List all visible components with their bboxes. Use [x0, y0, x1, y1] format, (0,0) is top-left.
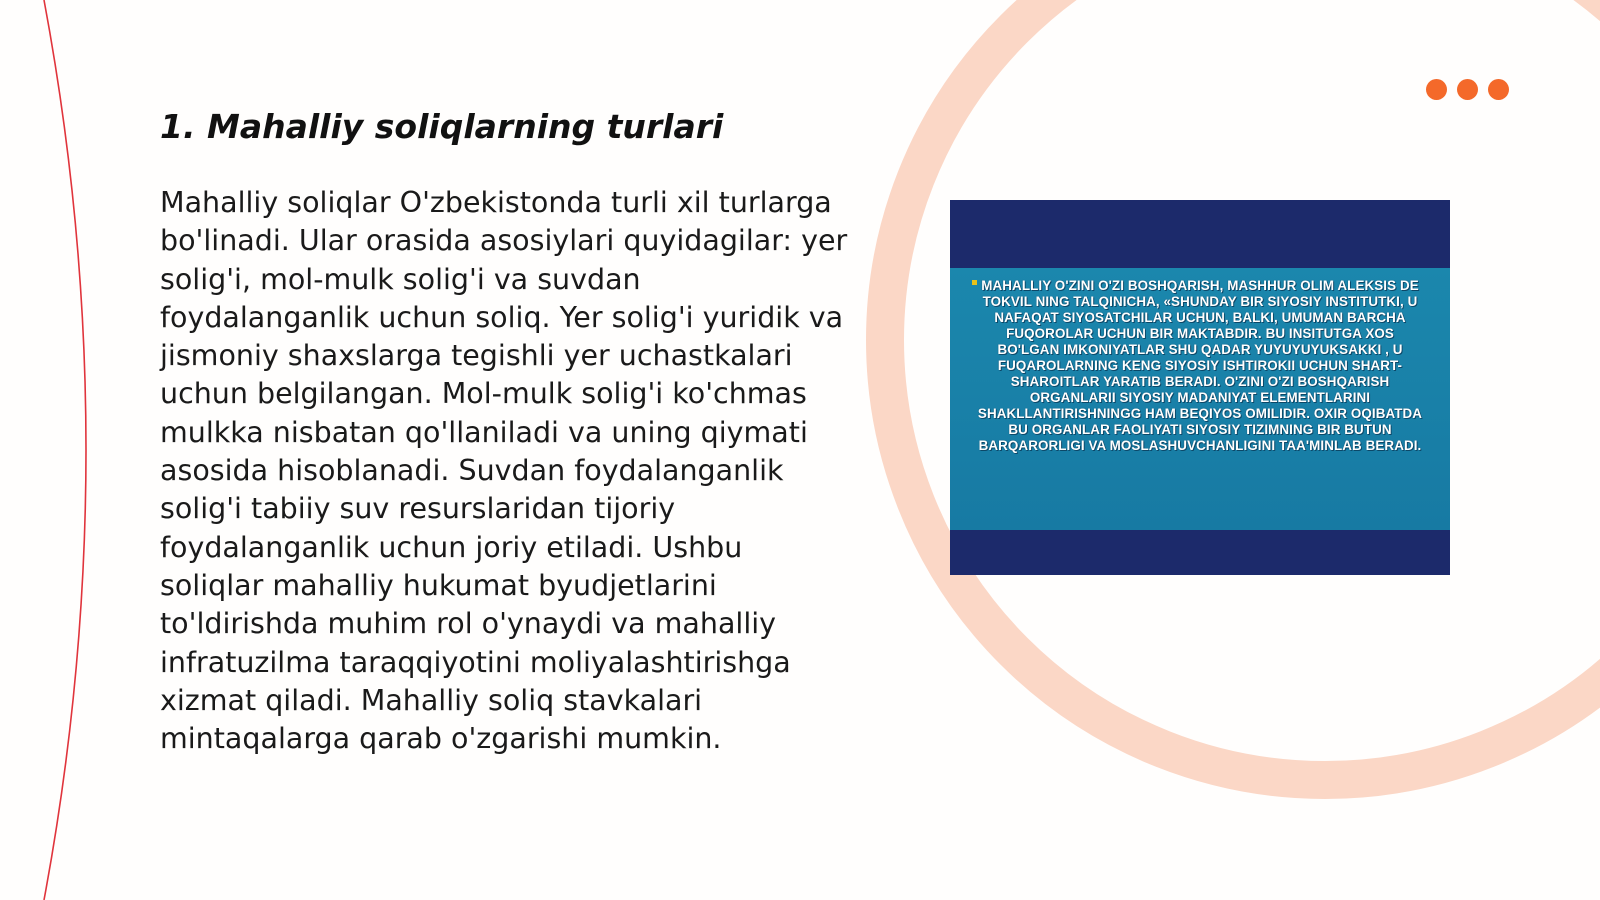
- left-accent-curve: [44, 0, 86, 900]
- slide-body-text: Mahalliy soliqlar O'zbekistonda turli xil turlarga bo'linadi. Ular orasida asosiylari quyidagilar: yer solig'i, mol-mulk solig'i va suvdan foydalanganlik uchun soliq. Yer solig'i yuridik va jismoniy shaxslarga tegishli yer uchastkalari uchun belgilangan. Mol-mulk solig'i ko'chmas mulkka nisbatan qo'llaniladi va uning qiymati asosida hisoblanadi. Suvdan foydalanganlik solig'i tabiiy suv resurslaridan tijoriy foydalanganlik uchun joriy etiladi. Ushbu soliqlar mahalliy hukumat byudjetlarini to'ldirishda muhim rol o'ynaydi va mahalliy infratuzilma taraqqiyotini moliyalashtirishga xizmat qiladi. Mahalliy soliq stavkalari mintaqalarga qarab o'zgarishi mumkin.: [160, 186, 848, 756]
- embedded-slide-image: [950, 200, 1450, 575]
- picture-quote-text: MAHALLIY O'ZINI O'ZI BOSHQARISH, MASHHUR OLIM ALEKSIS DE TOKVIL NING TALQINICHA, «SHUNDAY BIR SIYOSIY INSTITUTKI, U NAFAQAT SIYOSATCHILAR UCHUN, BALKI, UMUMAN BARCHA FUQOROLAR UCHUN BIR MAKTABDIR. BU INSITUTGA XOS BO'LGAN IMKONIYATLAR SHU QADAR YUYUYUYUKSAKKI , U FUQAROLARNING KENG SIYOSIY ISHTIROKII UCHUN SHART-SHAROITLAR YARATIB BERADI. O'ZINI O'ZI BOSHQARISH ORGANLARII SIYOSIY MADANIYAT ELEMENTLARINI SHAKLLANTIRISHNINGG HAM BEQIYOS OMILIDIR. OXIR OQIBATDA BU ORGANLAR FAOLIYATI SIYOSIY TIZIMNING BIR BUTUN BARQARORLIGI VA MOSLASHUVCHANLIGINI TAA'MINLAB BERADI.: [977, 278, 1423, 453]
- dot-icon: [1457, 79, 1478, 100]
- dot-icon: [1426, 79, 1447, 100]
- dot-icon: [1488, 79, 1509, 100]
- picture-text-panel: [950, 268, 1450, 530]
- three-dots-icon[interactable]: [1426, 79, 1516, 101]
- slide-title: 1. Mahalliy soliqlarning turlari: [160, 107, 724, 146]
